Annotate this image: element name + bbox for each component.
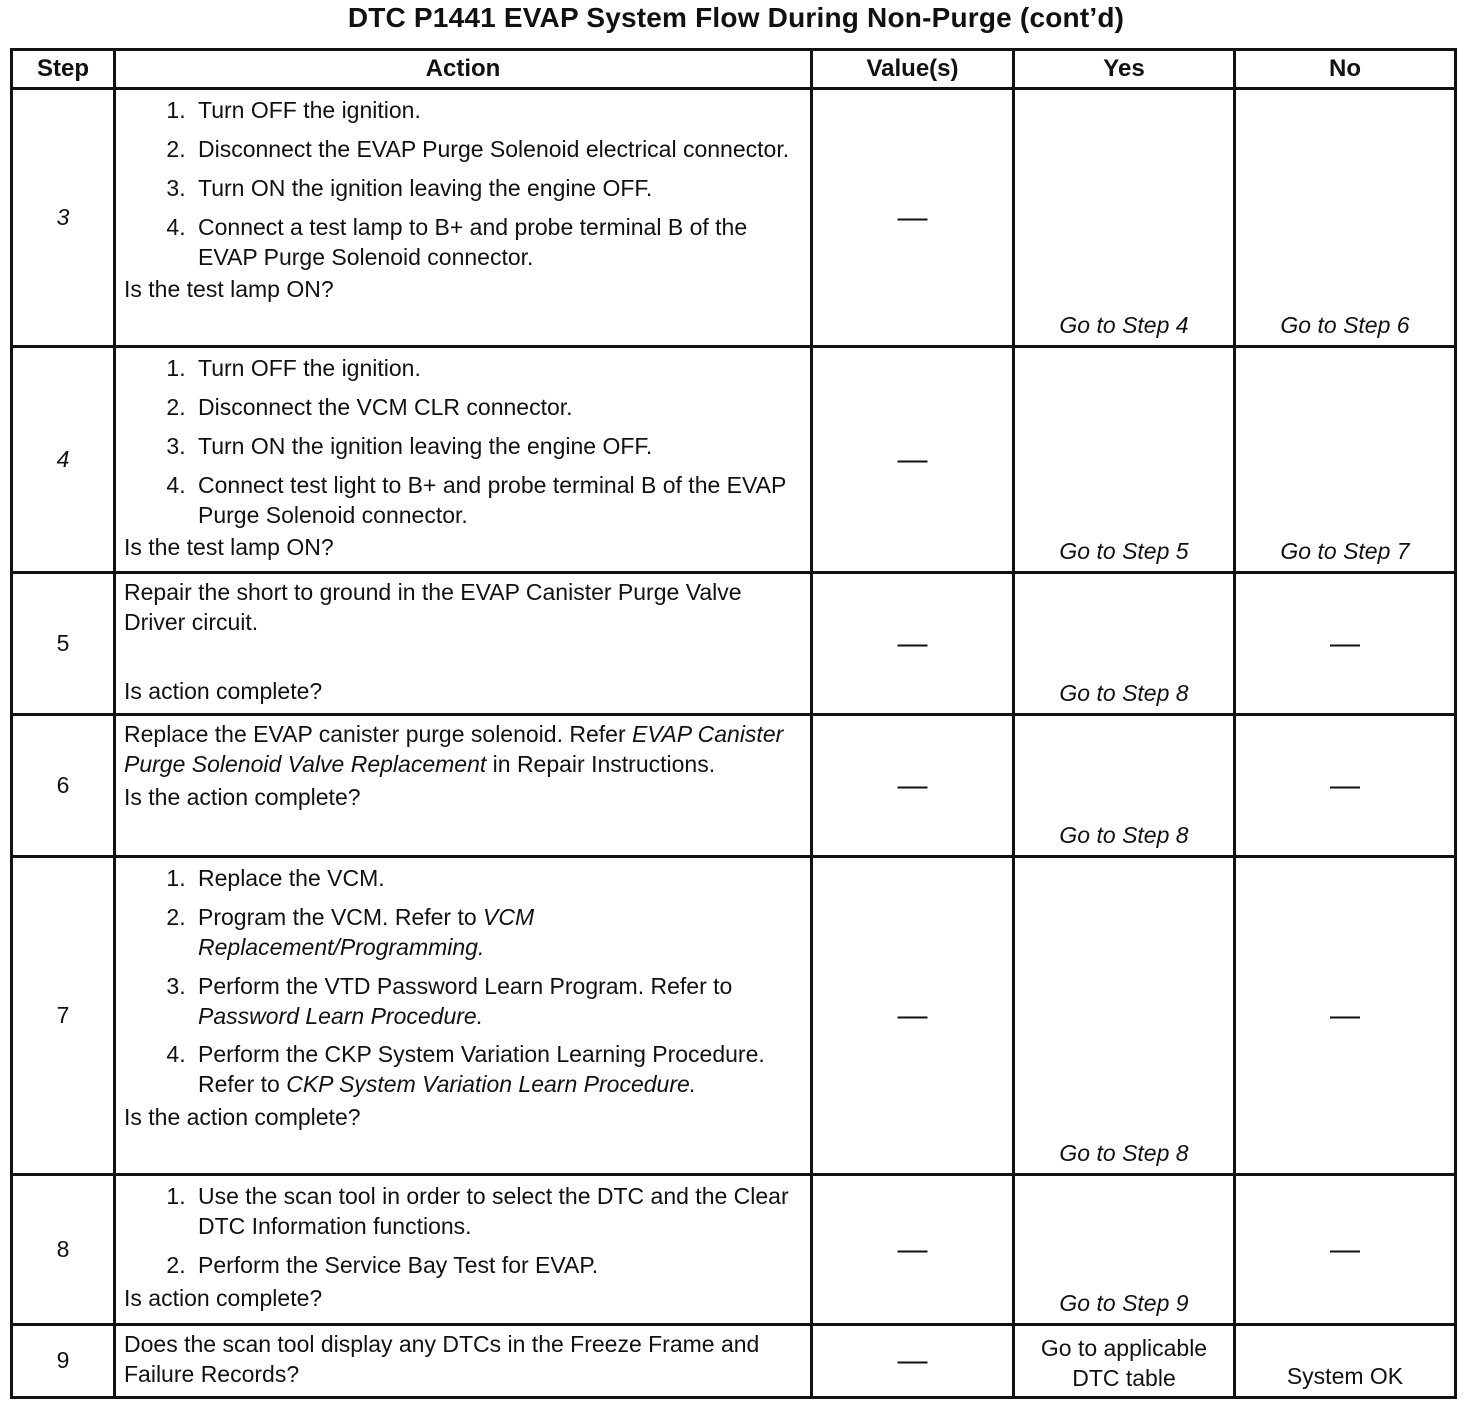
table-row-step-6 [12,715,1456,857]
reference-link: Password Learn Procedure. [198,1002,484,1029]
no-cell: — [1235,715,1456,857]
diagnostic-table [10,48,1457,1399]
table-row-step-4 [12,347,1456,573]
action-cell [115,347,812,573]
step-number: 6 [12,715,115,857]
action-text: Does the scan tool display any DTCs in the Freeze Frame and Failure Records? [124,1331,760,1387]
action-step: 2. Program the VCM. Refer to VCM Replacement/Programming. [192,903,804,963]
reference-link: EVAP Canister Purge Solenoid Valve Replacement [124,721,784,777]
action-question: Is action complete? [124,677,323,704]
action-cell [115,89,812,347]
value-cell: — [812,573,1014,715]
value-cell: — [812,1175,1014,1325]
header-values: Value(s) [812,50,1014,89]
action-step: 2. Perform the Service Bay Test for EVAP. [192,1251,804,1281]
no-cell: Go to Step 7 [1235,347,1456,573]
action-question: Is action complete? [124,1284,323,1311]
yes-cell: Go to Step 8 [1014,857,1235,1175]
action-step: 3. Perform the VTD Password Learn Program. Refer to Password Learn Procedure. [192,972,804,1032]
action-step: 4. Perform the CKP System Variation Learning Procedure. Refer to CKP System Variation Learn Procedure. [192,1040,804,1100]
value-cell: — [812,1325,1014,1398]
no-cell: — [1235,1175,1456,1325]
no-cell: Go to Step 6 [1235,89,1456,347]
action-step: 3. Turn ON the ignition leaving the engine OFF. [192,174,804,204]
reference-link: CKP System Variation Learn Procedure. [286,1071,697,1098]
yes-cell: Go to Step 8 [1014,715,1235,857]
action-cell [115,715,812,857]
header-action: Action [115,50,812,89]
header-row [12,50,1456,89]
action-step: 1. Use the scan tool in order to select the DTC and the Clear DTC Information functions. [192,1182,804,1242]
action-step: 4. Connect test light to B+ and probe terminal B of the EVAP Purge Solenoid connector. [192,471,804,531]
page-title: DTC P1441 EVAP System Flow During Non-Purge (cont’d) [347,2,1125,33]
reference-link: VCM Replacement/Programming. [198,903,535,960]
header-no: No [1235,50,1456,89]
no-cell: — [1235,573,1456,715]
step-number: 7 [12,857,115,1175]
action-steps [124,1182,804,1281]
no-cell: — [1235,857,1456,1175]
action-text: Repair the short to ground in the EVAP Canister Purge Valve Driver circuit. [124,579,742,635]
action-question: Is the test lamp ON? [124,276,334,303]
action-question: Is the test lamp ON? [124,534,334,561]
action-question: Is the action complete? [124,783,361,810]
step-number: 5 [12,573,115,715]
value-cell: — [812,89,1014,347]
no-cell: System OK [1235,1325,1456,1398]
action-cell [115,857,812,1175]
table-row-step-8 [12,1175,1456,1325]
action-steps [124,96,804,272]
action-step: 3. Turn ON the ignition leaving the engine OFF. [192,432,804,462]
action-cell [115,1325,812,1398]
step-number: 4 [12,347,115,573]
value-cell: — [812,347,1014,573]
action-steps [124,864,804,1100]
yes-cell: Go to Step 4 [1014,89,1235,347]
action-cell [115,1175,812,1325]
step-number: 3 [12,89,115,347]
yes-cell: Go to Step 5 [1014,347,1235,573]
header-step: Step [12,50,115,89]
step-number: 9 [12,1325,115,1398]
yes-cell: Go to Step 8 [1014,573,1235,715]
action-text: Replace the EVAP canister purge solenoid. Refer EVAP Canister Purge Solenoid Valve Replacement in Repair Instructions. [124,721,784,777]
table-row-step-7 [12,857,1456,1175]
action-step: 1. Replace the VCM. [192,864,804,894]
action-step: 2. Disconnect the VCM CLR connector. [192,393,804,423]
action-cell [115,573,812,715]
action-steps [124,354,804,530]
action-question: Is the action complete? [124,1104,361,1131]
action-step: 1. Turn OFF the ignition. [192,354,804,384]
table-row-step-3 [12,89,1456,347]
step-number: 8 [12,1175,115,1325]
action-step: 4. Connect a test lamp to B+ and probe terminal B of the EVAP Purge Solenoid connector. [192,213,804,273]
table-row-step-9 [12,1325,1456,1398]
table-row-step-5 [12,573,1456,715]
yes-cell: Go to Step 9 [1014,1175,1235,1325]
value-cell: — [812,715,1014,857]
header-yes: Yes [1014,50,1235,89]
action-step: 2. Disconnect the EVAP Purge Solenoid electrical connector. [192,135,804,165]
action-step: 1. Turn OFF the ignition. [192,96,804,126]
value-cell: — [812,857,1014,1175]
yes-cell: Go to applicable DTC table [1014,1325,1235,1398]
